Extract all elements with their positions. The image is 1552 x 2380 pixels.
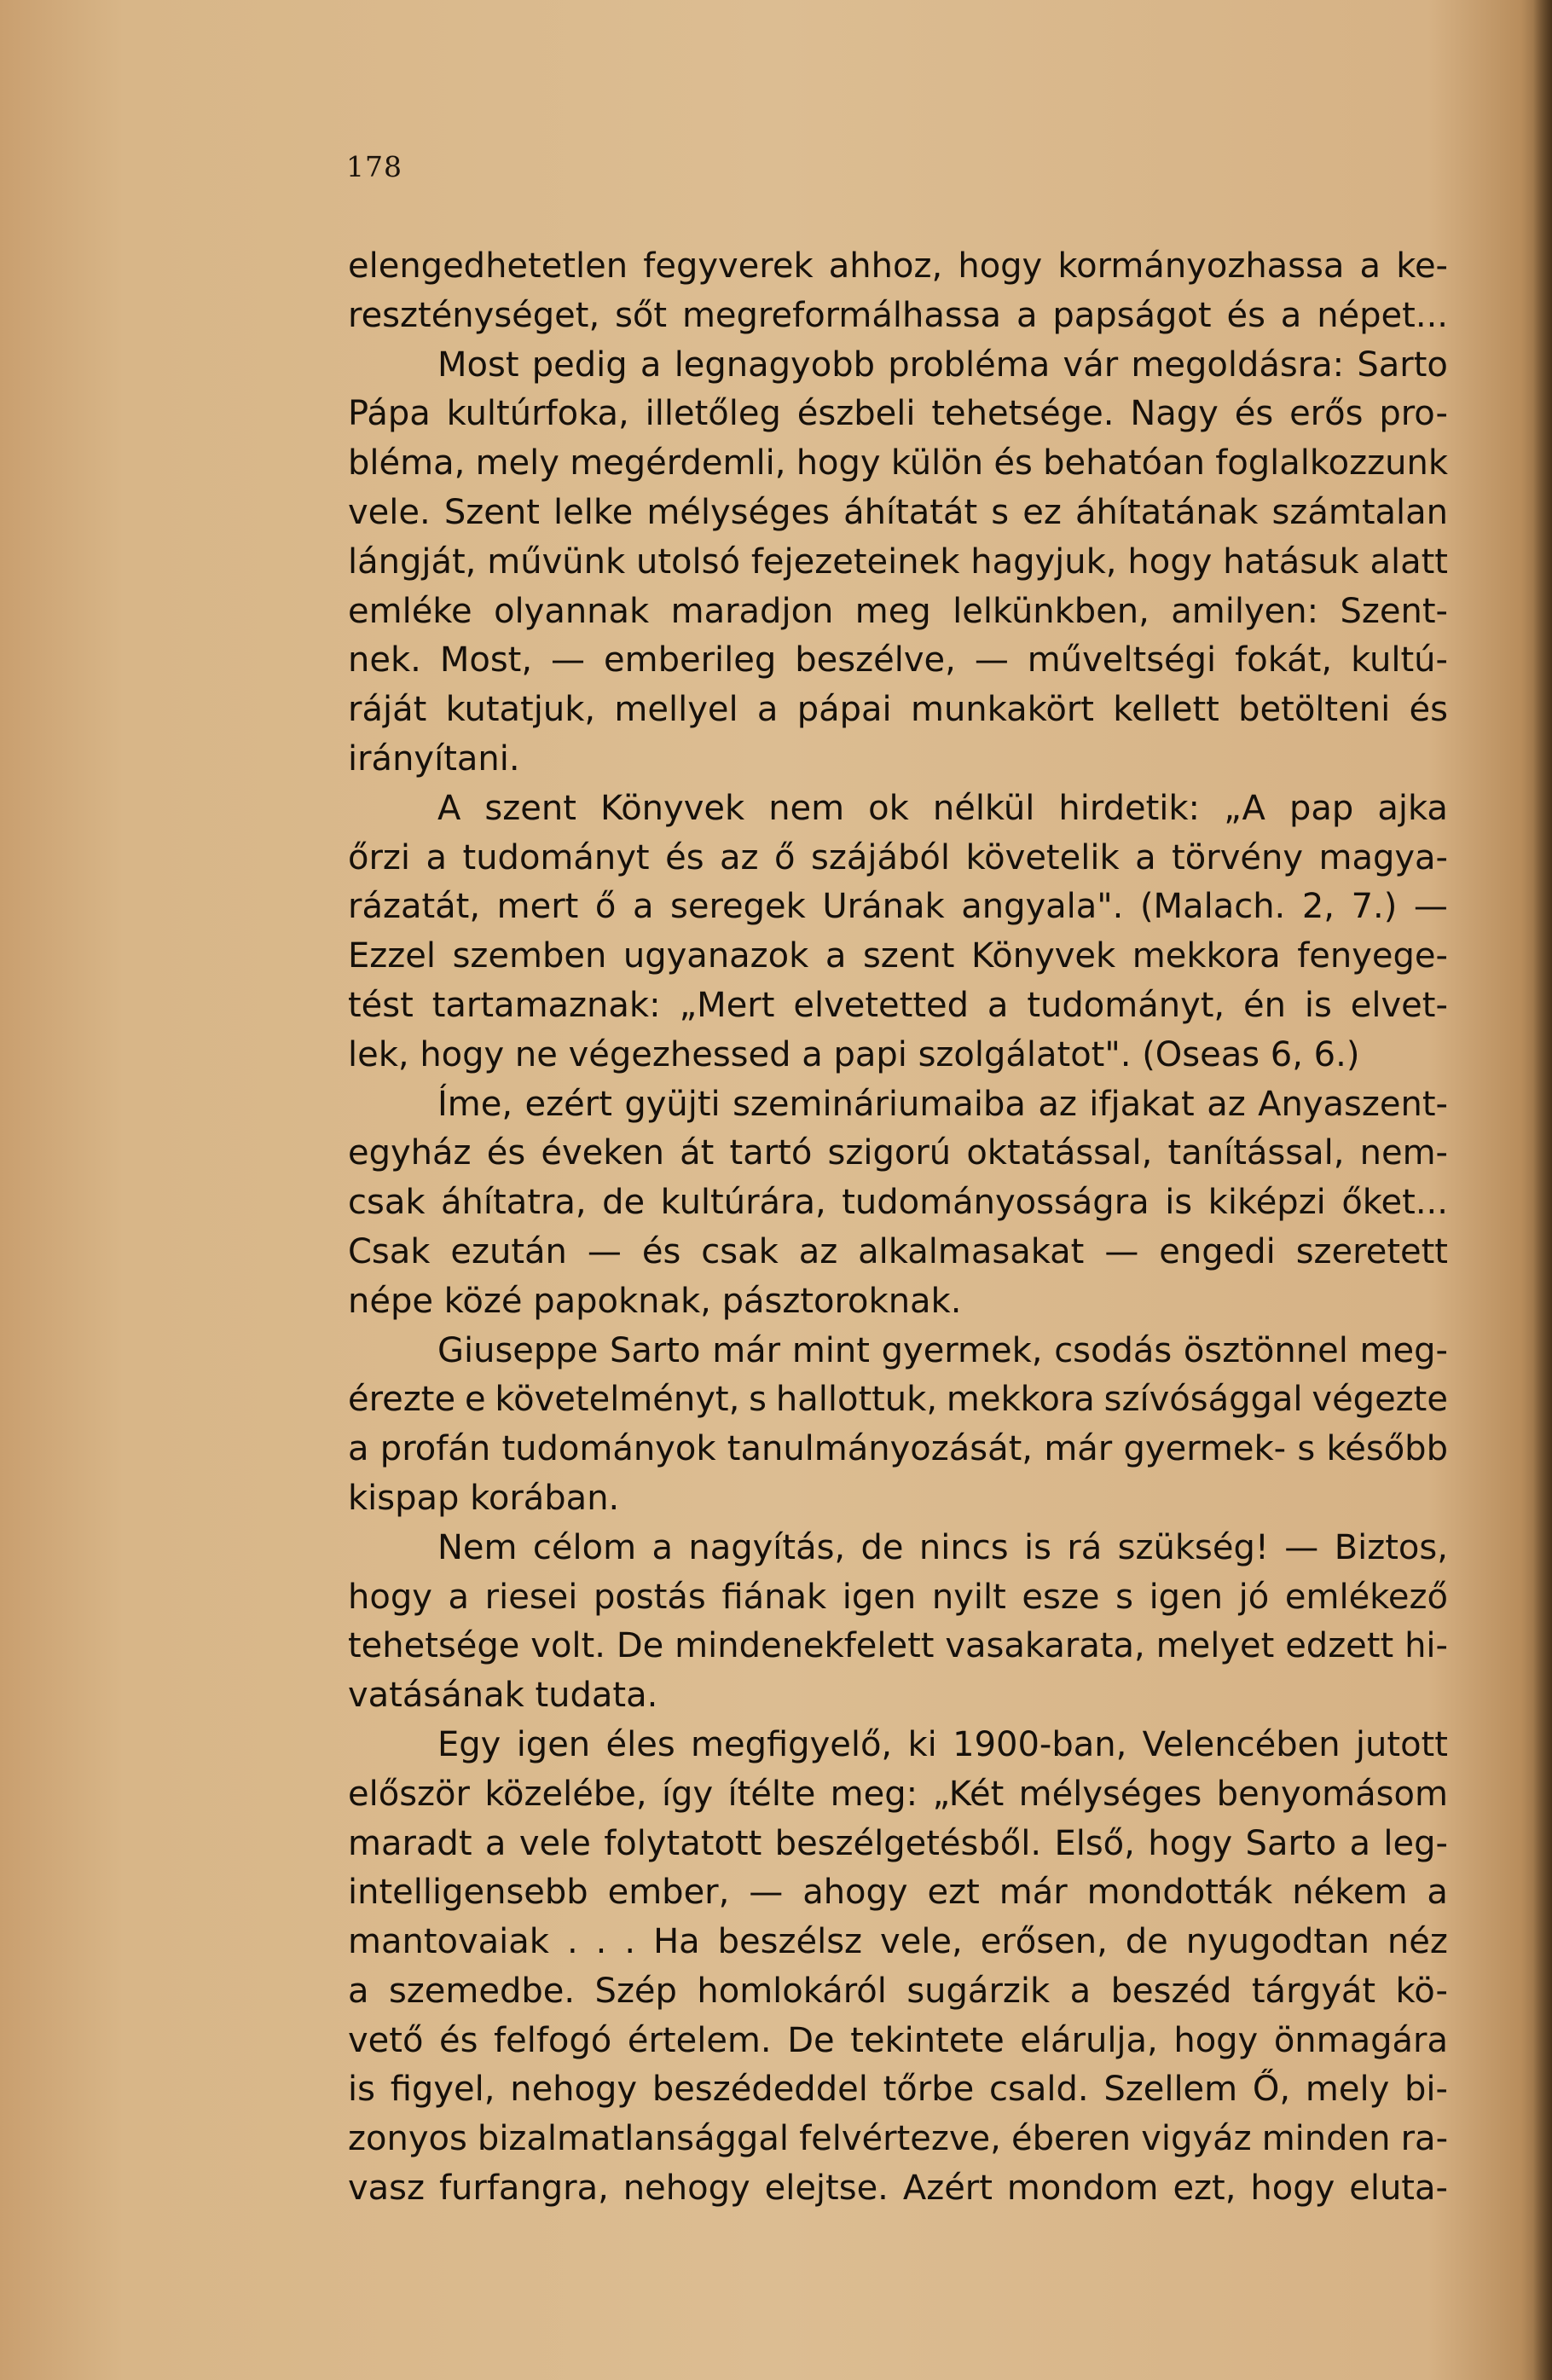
text-line: reszténységet, sőt megreformálhassa a papságot és a népet... <box>348 295 1448 335</box>
body-text <box>348 242 1448 2214</box>
text-line: emléke olyannak maradjon meg lelkünkben, amilyen: Szent- <box>348 591 1448 631</box>
text-line: egyház és éveken át tartó szigorú oktatással, tanítással, nem- <box>348 1133 1448 1173</box>
text-line: Most pedig a legnagyobb probléma vár megoldásra: Sarto <box>437 345 1448 385</box>
text-line: Egy igen éles megfigyelő, ki 1900-ban, Velencében jutott <box>437 1724 1448 1764</box>
text-line: a profán tudományok tanulmányozását, már gyermek- s később <box>348 1429 1448 1469</box>
text-line: népe közé papoknak, pásztoroknak. <box>348 1281 962 1321</box>
text-line: érezte e követelményt, s hallottuk, mekkora szívósággal végezte <box>348 1380 1448 1420</box>
text-line: nek. Most, — emberileg beszélve, — műveltségi fokát, kultú- <box>348 640 1448 680</box>
text-line: lángját, művünk utolsó fejezeteinek hagyjuk, hogy hatásuk alatt <box>348 541 1448 582</box>
text-line: bléma, mely megérdemli, hogy külön és behatóan foglalkozzunk <box>348 443 1448 484</box>
text-line: Giuseppe Sarto már mint gyermek, csodás ösztönnel meg- <box>437 1330 1448 1370</box>
text-line: csak áhítatra, de kultúrára, tudományosságra is kiképzi őket... <box>348 1183 1448 1223</box>
text-line: tést tartamaznak: „Mert elvetetted a tudományt, én is elvet- <box>348 985 1448 1025</box>
text-line: Nem célom a nagyítás, de nincs is rá szükség! — Biztos, <box>437 1527 1448 1567</box>
text-line: a szemedbe. Szép homlokáról sugárzik a beszéd tárgyát kö- <box>348 1971 1448 2011</box>
text-line: lek, hogy ne végezhessed a papi szolgálatot". (Oseas 6, 6.) <box>348 1034 1360 1074</box>
text-line: Íme, ezért gyüjti szemináriumaiba az ifjakat az Anyaszent- <box>437 1084 1448 1124</box>
text-line: is figyel, nehogy beszédeddel tőrbe csald. Szellem Ő, mely bi- <box>348 2070 1448 2110</box>
text-line: irányítani. <box>348 738 520 779</box>
text-line: Ezzel szemben ugyanazok a szent Könyvek mekkora fenyege- <box>348 936 1448 976</box>
text-line: maradt a vele folytatott beszélgetésből. Első, hogy Sarto a leg- <box>348 1823 1448 1863</box>
text-line: zonyos bizalmatlansággal felvértezve, éberen vigyáz minden ra- <box>348 2119 1448 2159</box>
text-line: Pápa kultúrfoka, illetőleg észbeli tehetsége. Nagy és erős pro- <box>348 394 1448 434</box>
text-line: A szent Könyvek nem ok nélkül hirdetik: „A pap ajka <box>437 788 1448 828</box>
page-number: 178 <box>346 150 402 183</box>
text-line: Csak ezután — és csak az alkalmasakat — engedi szeretett <box>348 1231 1448 1271</box>
text-line: elengedhetetlen fegyverek ahhoz, hogy kormányozhassa a ke- <box>348 246 1448 286</box>
text-line: mantovaiak . . . Ha beszélsz vele, erősen, de nyugodtan néz <box>348 1922 1448 1962</box>
text-line: vele. Szent lelke mélységes áhítatát s ez áhítatának számtalan <box>348 492 1448 532</box>
text-line: kispap korában. <box>348 1478 620 1518</box>
text-line: vatásának tudata. <box>348 1676 658 1716</box>
text-line: tehetsége volt. De mindenekfelett vasakarata, melyet edzett hi- <box>348 1626 1448 1666</box>
text-line: hogy a riesei postás fiának igen nyilt esze s igen jó emlékező <box>348 1577 1448 1617</box>
text-line: intelligensebb ember, — ahogy ezt már mondották nékem a <box>348 1873 1448 1913</box>
text-line: vető és felfogó értelem. De tekintete elárulja, hogy önmagára <box>348 2020 1448 2060</box>
text-line: őrzi a tudományt és az ő szájából követelik a törvény magya- <box>348 837 1448 877</box>
text-line: ráját kutatjuk, mellyel a pápai munkakört kellett betölteni és <box>348 690 1448 730</box>
text-line: rázatát, mert ő a seregek Urának angyala". (Malach. 2, 7.) — <box>348 887 1448 927</box>
page-edge-shadow <box>1533 0 1552 2380</box>
text-line: először közelébe, így ítélte meg: „Két mélységes benyomásom <box>348 1774 1448 1814</box>
text-line: vasz furfangra, nehogy elejtse. Azért mondom ezt, hogy eluta- <box>348 2169 1448 2209</box>
